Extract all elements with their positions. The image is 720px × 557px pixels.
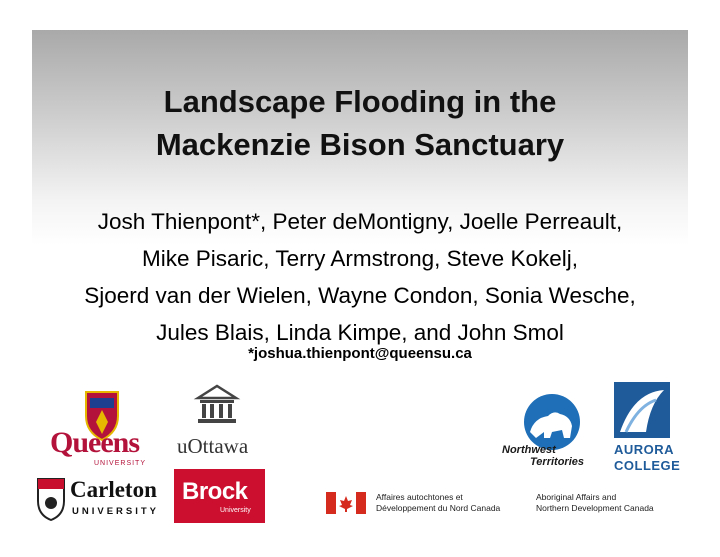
aandc-logo	[326, 488, 696, 518]
queens-name: Queens	[50, 426, 140, 459]
aandc-en-line1: Aboriginal Affairs and	[536, 492, 617, 502]
carleton-name: Carleton	[70, 477, 157, 502]
canada-flag-icon	[326, 492, 366, 514]
queens-sub: UNIVERSITY	[94, 460, 147, 467]
slide-title	[32, 80, 688, 166]
contact-email: *joshua.thienpont@queensu.ca	[248, 345, 472, 362]
brock-logo	[174, 469, 265, 523]
aandc-fr-line1: Affaires autochtones et	[376, 492, 463, 502]
author-line: Sjoerd van der Wielen, Wayne Condon, Sonia Wesche,	[84, 283, 636, 308]
carleton-shield-icon	[36, 477, 66, 521]
uottawa-name: uOttawa	[177, 434, 249, 458]
title-line-2: Mackenzie Bison Sanctuary	[155, 127, 565, 162]
author-list	[20, 203, 700, 351]
aurora-line1: AURORA	[614, 442, 675, 457]
uottawa-building-icon	[160, 378, 275, 428]
queens-logo	[46, 388, 158, 470]
brock-name: Brock	[182, 478, 248, 505]
polar-bear-icon	[500, 392, 600, 452]
author-line: Jules Blais, Linda Kimpe, and John Smol	[156, 320, 564, 345]
nwt-line1: Northwest	[502, 444, 556, 456]
carleton-sub: UNIVERSITY	[72, 506, 160, 517]
aandc-en-line2: Northern Development Canada	[536, 503, 654, 513]
aurora-line2: COLLEGE	[614, 458, 681, 473]
uottawa-logo	[160, 378, 275, 464]
aurora-emblem-icon	[610, 382, 674, 438]
title-line-1: Landscape Flooding in the	[163, 84, 557, 119]
nwt-line2: Territories	[530, 456, 585, 468]
brock-sub: University	[220, 507, 251, 514]
carleton-logo	[36, 475, 166, 525]
aandc-fr-line2: Développement du Nord Canada	[376, 503, 501, 513]
aurora-logo	[610, 382, 681, 478]
author-line: Mike Pisaric, Terry Armstrong, Steve Kokelj,	[142, 246, 578, 271]
author-line: Josh Thienpont*, Peter deMontigny, Joelle Perreault,	[97, 209, 623, 234]
nwt-logo	[500, 392, 600, 472]
